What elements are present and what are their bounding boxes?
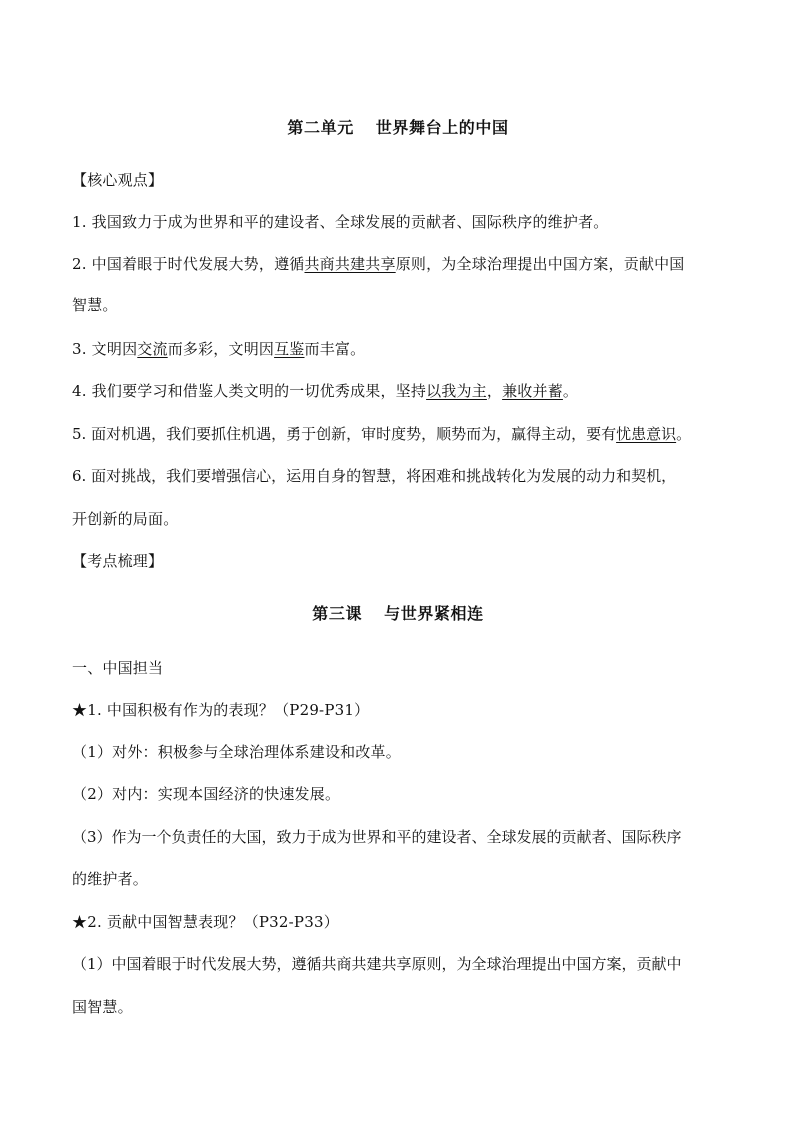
core-point-2-continuation: 智慧。 (72, 296, 118, 314)
core-point-4 (72, 381, 724, 401)
question-2-title: ★2. 贡献中国智慧表现？（P32-P33） (72, 913, 339, 931)
underlined-term: 忧患意识 (616, 425, 677, 443)
core-point-3 (72, 339, 724, 359)
question-1-answer-3: （3）作为一个负责任的大国，致力于成为世界和平的建设者、全球发展的贡献者、国际秩序 (72, 828, 682, 846)
question-2-answer-1: （1）中国着眼于时代发展大势，遵循共商共建共享原则，为全球治理提出中国方案，贡献中 (72, 955, 682, 973)
review-heading: 【考点梳理】 (72, 552, 164, 570)
question-2-answer-1-continuation: 国智慧。 (72, 998, 133, 1016)
question-1-answer-3-continuation: 的维护者。 (72, 870, 149, 888)
unit-title-text: 世界舞台上的中国 (375, 118, 509, 137)
text-run: 而丰富。 (304, 340, 366, 358)
text-run: 。 (562, 382, 579, 400)
unit-title-number: 第二单元 (287, 118, 354, 137)
text-run: ， (486, 382, 503, 400)
text-run: 3. 文明因 (72, 340, 138, 358)
underlined-term: 交流 (137, 340, 168, 358)
text-run: 2. 中国着眼于时代发展大势，遵循 (72, 255, 305, 273)
core-point-6-continuation: 开创新的局面。 (72, 510, 179, 528)
core-point-6: 6. 面对挑战，我们要增强信心，运用自身的智慧，将困难和挑战转化为发展的动力和契机， (72, 467, 677, 485)
lesson-title-text: 与世界紧相连 (384, 604, 484, 623)
underlined-term: 兼收并蓄 (502, 382, 563, 400)
text-run: 4. 我们要学习和借鉴人类文明的一切优秀成果，坚持 (72, 382, 427, 400)
text-run: 原则，为全球治理提出中国方案，贡献中国 (395, 255, 685, 273)
question-1-title: ★1. 中国积极有作为的表现？（P29-P31） (72, 701, 370, 719)
core-point-5 (72, 424, 724, 444)
underlined-term: 以我为主 (426, 382, 487, 400)
text-run: 。 (676, 425, 692, 443)
underlined-term: 共商共建共享 (304, 255, 396, 273)
section-heading: 一、中国担当 (72, 659, 164, 677)
question-1-answer-2: （2）对内：实现本国经济的快速发展。 (72, 785, 341, 803)
core-points-heading: 【核心观点】 (72, 171, 164, 189)
text-run: 5. 面对机遇，我们要抓住机遇，勇于创新，审时度势，顺势而为，赢得主动，要有 (72, 425, 617, 443)
lesson-title (72, 604, 724, 624)
text-run: 而多彩，文明因 (167, 340, 275, 358)
core-point-1: 1. 我国致力于成为世界和平的建设者、全球发展的贡献者、国际秩序的维护者。 (72, 213, 609, 231)
unit-title (72, 118, 724, 138)
lesson-title-number: 第三课 (312, 604, 363, 623)
core-point-2 (72, 254, 724, 274)
question-1-answer-1: （1）对外：积极参与全球治理体系建设和改革。 (72, 743, 401, 761)
underlined-term: 互鉴 (274, 340, 305, 358)
